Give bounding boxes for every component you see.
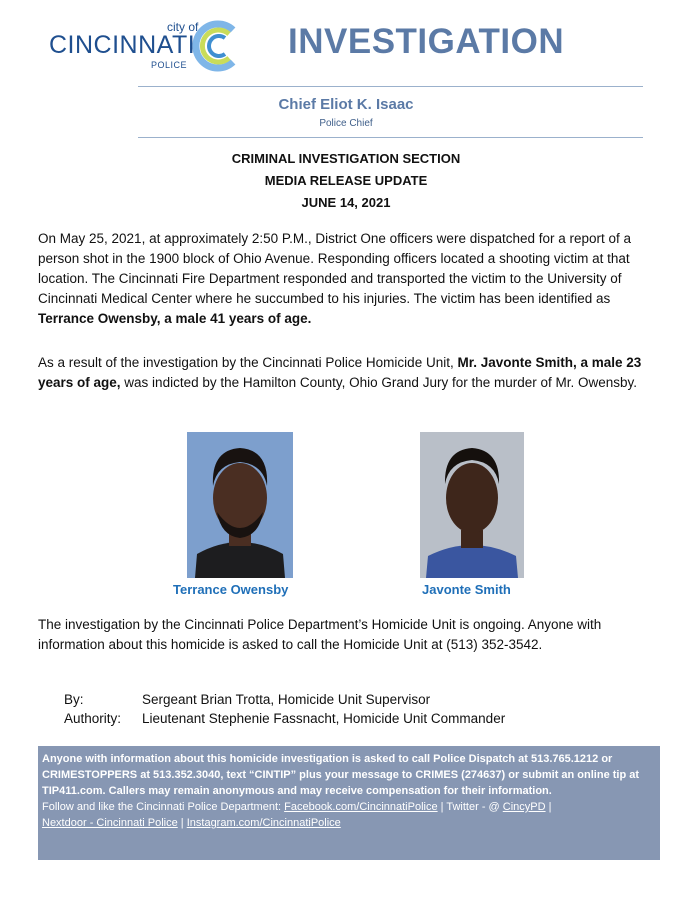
twitter-link[interactable]: CincyPD [502,801,546,813]
footer-separator-1: | Twitter - @ [437,801,503,813]
facebook-link[interactable]: Facebook.com/CincinnatiPolice [284,801,438,813]
cincinnati-police-logo [45,16,250,76]
tip-line-text: Anyone with information about this homicide investigation is asked to call Police Dispatch at 513.765.1212 or CRIMESTOPPERS at 513.352.3040, text “CINTIP” plus your message to CRIMES (274637) or submit an online tip at TIP411.com. Callers may remain anonymous and may receive compensation for their information. [42,753,640,797]
chief-name: Chief Eliot K. Isaac [278,96,414,113]
by-label: By: [64,692,84,707]
authority-line [64,711,505,726]
section-title: CRIMINAL INVESTIGATION SECTION [231,151,461,166]
release-date: JUNE 14, 2021 [301,195,391,210]
logo-dept-text: POLICE [151,60,188,70]
indictment-text-post: was indicted by the Hamilton County, Ohio Grand Jury for the murder of Mr. Owensby. [120,375,638,390]
indictment-paragraph [38,353,663,393]
logo-c-mark-icon [189,18,245,74]
suspect-identity: Mr. Javonte Smith, a male 23 years of age, [38,355,642,390]
chief-title: Police Chief [319,118,373,129]
header-divider-bottom [138,137,643,138]
by-line [64,692,430,707]
authority-label: Authority: [64,711,122,726]
indictment-text-pre: As a result of the investigation by the Cincinnati Police Homicide Unit, [38,355,458,370]
logo-name-text: CINCINNATI [49,31,196,59]
logo-city-text: city of [167,20,199,34]
authority-value: Lieutenant Stephenie Fassnacht, Homicide Unit Commander [142,711,506,726]
instagram-link[interactable]: Instagram.com/CincinnatiPolice [186,817,341,829]
by-value: Sergeant Brian Trotta, Homicide Unit Supervisor [142,692,431,707]
nextdoor-link[interactable]: Nextdoor - Cincinnati Police [42,817,178,829]
victim-photo-label: Terrance Owensby [173,582,289,597]
victim-photo [187,432,293,578]
tip-line-footer [38,746,660,860]
follow-text: Follow and like the Cincinnati Police Department: [42,801,285,813]
incident-text: On May 25, 2021, at approximately 2:50 P.M., District One officers were dispatched for a report of a person shot in the 1900 block of Ohio Avenue. Responding officers located a shooting victim at that location. The Cincinnati Fire Department responded and transported the victim to the University of Cincinnati Medical Center where he succumbed to his injuries. The victim has been identified as [38,231,632,306]
header-divider-top [138,86,643,87]
footer-separator-2: | [545,801,552,813]
page-headline: INVESTIGATION [288,22,565,61]
ongoing-investigation-paragraph: The investigation by the Cincinnati Police Department’s Homicide Unit is ongoing. Anyone with information about this homicide is asked to call the Homicide Unit at (513) 352-3542. [38,617,602,652]
suspect-photo [420,432,524,578]
suspect-photo-label: Javonte Smith [422,582,511,597]
footer-separator-3: | [177,817,187,829]
suspect-photo-face [446,463,498,533]
release-type: MEDIA RELEASE UPDATE [264,173,428,188]
incident-paragraph [38,229,663,329]
victim-identity: Terrance Owensby, a male 41 years of age. [38,311,312,326]
